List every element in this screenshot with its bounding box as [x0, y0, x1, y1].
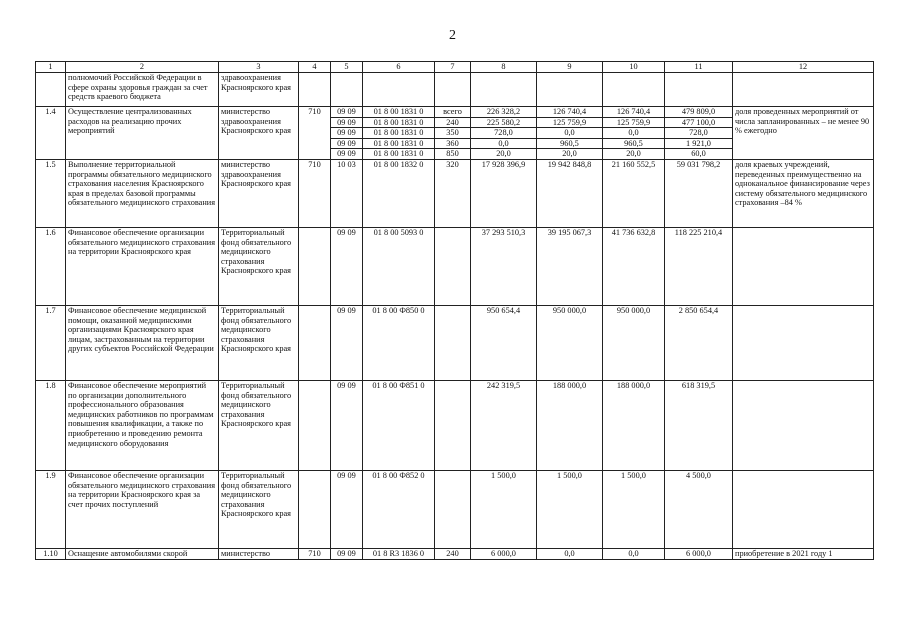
table-cell: 21 160 552,5 — [603, 159, 665, 227]
table-cell: приобретение в 2021 году 1 — [733, 548, 874, 559]
table-cell: 01 8 00 1831 0 — [363, 138, 435, 149]
table-cell: 960,5 — [537, 138, 603, 149]
table-cell: 188 000,0 — [537, 380, 603, 470]
table-cell: 728,0 — [665, 128, 733, 139]
table-cell — [331, 73, 363, 107]
table-cell: 1.4 — [36, 107, 66, 160]
table-cell: 6 000,0 — [471, 548, 537, 559]
table-cell: 0,0 — [603, 128, 665, 139]
table-cell — [435, 380, 471, 470]
table-row — [36, 73, 874, 107]
program-table — [35, 61, 874, 560]
table-cell: 1.5 — [36, 159, 66, 227]
table-cell — [299, 380, 331, 470]
table-cell — [665, 73, 733, 107]
table-cell: Финансовое обеспечение медицинской помощи, оказанной медицинскими организациями Красноярского края лицам, застрахованным на территории других субъектов Российской Федерации — [66, 305, 219, 380]
table-cell: Территориальный фонд обязательного медицинского страхования Красноярского края — [219, 305, 299, 380]
table-cell: 09 09 — [331, 128, 363, 139]
table-cell: Финансовое обеспечение мероприятий по организации дополнительного профессионального образования медицинских работников по программам повышения квалификации, а также по приобретению и проведению ремонта медицинского оборудования — [66, 380, 219, 470]
table-cell — [537, 73, 603, 107]
table-cell: 37 293 510,3 — [471, 227, 537, 305]
table-cell: 01 8 00 1831 0 — [363, 149, 435, 160]
table-cell: 01 8 00 5093 0 — [363, 227, 435, 305]
table-cell — [733, 305, 874, 380]
table-body — [36, 62, 874, 560]
table-cell: всего — [435, 107, 471, 118]
table-cell: 2 850 654,4 — [665, 305, 733, 380]
table-cell: 1 500,0 — [603, 470, 665, 548]
table-row — [36, 227, 874, 305]
table-cell: 01 8 00 Ф851 0 — [363, 380, 435, 470]
table-row — [36, 470, 874, 548]
table-cell: 226 328,2 — [471, 107, 537, 118]
table-cell: доля краевых учреждений, переведенных преимущественно на одноканальное финансирование через систему обязательного медицинского страхования –84 % — [733, 159, 874, 227]
table-cell — [435, 470, 471, 548]
table-cell: 01 8 00 1832 0 — [363, 159, 435, 227]
header-cell: 6 — [363, 62, 435, 73]
table-row — [36, 548, 874, 559]
table-row — [36, 159, 874, 227]
header-cell: 2 — [66, 62, 219, 73]
table-cell — [733, 227, 874, 305]
table-cell: 850 — [435, 149, 471, 160]
table-cell: 710 — [299, 107, 331, 160]
table-cell: 0,0 — [537, 548, 603, 559]
table-cell: 350 — [435, 128, 471, 139]
table-cell: 41 736 632,8 — [603, 227, 665, 305]
table-cell: 20,0 — [471, 149, 537, 160]
header-row — [36, 62, 874, 73]
table-cell: 01 8 00 1831 0 — [363, 117, 435, 128]
table-cell: 1.10 — [36, 548, 66, 559]
header-cell: 1 — [36, 62, 66, 73]
table-cell: 09 09 — [331, 227, 363, 305]
table-cell — [36, 73, 66, 107]
table-cell: 01 8 R3 1836 0 — [363, 548, 435, 559]
table-cell: 4 500,0 — [665, 470, 733, 548]
table-cell: доля проведенных мероприятий от числа запланированных – не менее 90 % ежегодно — [733, 107, 874, 160]
table-cell: Финансовое обеспечение организации обязательного медицинского страхования на территории Красноярского края за счет прочих поступлений — [66, 470, 219, 548]
table-cell: 479 809,0 — [665, 107, 733, 118]
header-cell: 11 — [665, 62, 733, 73]
table-cell: Выполнение территориальной программы обязательного медицинского страхования населения Красноярского края в пределах базовой программы обязательного медицинского страхования — [66, 159, 219, 227]
table-cell: 126 740,4 — [603, 107, 665, 118]
table-cell: 225 580,2 — [471, 117, 537, 128]
table-row — [36, 107, 874, 118]
table-cell: 01 8 00 Ф850 0 — [363, 305, 435, 380]
table-cell: 728,0 — [471, 128, 537, 139]
header-cell: 4 — [299, 62, 331, 73]
table-cell: 0,0 — [471, 138, 537, 149]
table-cell: 09 09 — [331, 380, 363, 470]
table-cell — [733, 470, 874, 548]
table-cell: 240 — [435, 548, 471, 559]
table-cell: министерство здравоохранения Красноярского края — [219, 107, 299, 160]
table-cell: 710 — [299, 548, 331, 559]
table-cell: 09 09 — [331, 470, 363, 548]
table-cell — [733, 73, 874, 107]
table-cell: 1.6 — [36, 227, 66, 305]
header-cell: 9 — [537, 62, 603, 73]
table-cell: 1.8 — [36, 380, 66, 470]
table-cell: 950 654,4 — [471, 305, 537, 380]
table-cell: 950 000,0 — [603, 305, 665, 380]
table-cell: 09 09 — [331, 305, 363, 380]
table-cell — [603, 73, 665, 107]
header-cell: 10 — [603, 62, 665, 73]
table-cell: Финансовое обеспечение организации обязательного медицинского страхования на территории Красноярского края — [66, 227, 219, 305]
table-cell — [299, 305, 331, 380]
table-cell: 19 942 848,8 — [537, 159, 603, 227]
table-cell — [299, 73, 331, 107]
table-cell: Территориальный фонд обязательного медицинского страхования Красноярского края — [219, 470, 299, 548]
table-cell: 240 — [435, 117, 471, 128]
table-cell: 125 759,9 — [603, 117, 665, 128]
table-cell: 0,0 — [603, 548, 665, 559]
table-cell — [471, 73, 537, 107]
table-cell: 09 09 — [331, 149, 363, 160]
table-cell: 618 319,5 — [665, 380, 733, 470]
table-cell: 188 000,0 — [603, 380, 665, 470]
header-cell: 5 — [331, 62, 363, 73]
table-row — [36, 380, 874, 470]
table-cell — [299, 470, 331, 548]
table-cell: 01 8 00 1831 0 — [363, 107, 435, 118]
table-cell: 118 225 210,4 — [665, 227, 733, 305]
page-number: 2 — [449, 28, 456, 43]
table-cell — [733, 380, 874, 470]
table-cell — [299, 227, 331, 305]
table-cell: 39 195 067,3 — [537, 227, 603, 305]
table-cell — [363, 73, 435, 107]
table-cell: 59 031 798,2 — [665, 159, 733, 227]
table-cell: 242 319,5 — [471, 380, 537, 470]
table-cell: 960,5 — [603, 138, 665, 149]
table-cell: 1 500,0 — [537, 470, 603, 548]
table-cell: Территориальный фонд обязательного медицинского страхования Красноярского края — [219, 380, 299, 470]
table-cell: 950 000,0 — [537, 305, 603, 380]
table-cell: 20,0 — [603, 149, 665, 160]
table-cell: 20,0 — [537, 149, 603, 160]
table-cell: 6 000,0 — [665, 548, 733, 559]
table-cell: здравоохранения Красноярского края — [219, 73, 299, 107]
table-cell: Оснащение автомобилями скорой — [66, 548, 219, 559]
table-cell: 10 03 — [331, 159, 363, 227]
table-cell: 710 — [299, 159, 331, 227]
header-cell: 3 — [219, 62, 299, 73]
table-cell: 125 759,9 — [537, 117, 603, 128]
table-row — [36, 305, 874, 380]
table-cell: 477 100,0 — [665, 117, 733, 128]
header-cell: 8 — [471, 62, 537, 73]
table-cell: 126 740,4 — [537, 107, 603, 118]
table-cell: 1 921,0 — [665, 138, 733, 149]
header-cell: 12 — [733, 62, 874, 73]
table-cell: полномочий Российской Федерации в сфере охраны здоровья граждан за счет средств краевого бюджета — [66, 73, 219, 107]
table-cell — [435, 73, 471, 107]
table-cell: министерство здравоохранения Красноярского края — [219, 159, 299, 227]
table-cell: Осуществление централизованных расходов на реализацию прочих мероприятий — [66, 107, 219, 160]
table-cell: Территориальный фонд обязательного медицинского страхования Красноярского края — [219, 227, 299, 305]
table-cell: 360 — [435, 138, 471, 149]
table-cell — [435, 227, 471, 305]
header-cell: 7 — [435, 62, 471, 73]
table-cell: 60,0 — [665, 149, 733, 160]
table-cell: 0,0 — [537, 128, 603, 139]
table-cell: 09 09 — [331, 117, 363, 128]
table-cell: 17 928 396,9 — [471, 159, 537, 227]
table-cell: 09 09 — [331, 548, 363, 559]
table-cell: 1.9 — [36, 470, 66, 548]
table-cell: министерство — [219, 548, 299, 559]
table-cell: 1.7 — [36, 305, 66, 380]
table-cell — [435, 305, 471, 380]
table-cell: 1 500,0 — [471, 470, 537, 548]
table-cell: 01 8 00 Ф852 0 — [363, 470, 435, 548]
table-cell: 01 8 00 1831 0 — [363, 128, 435, 139]
table-cell: 09 09 — [331, 138, 363, 149]
table-cell: 09 09 — [331, 107, 363, 118]
table-cell: 320 — [435, 159, 471, 227]
